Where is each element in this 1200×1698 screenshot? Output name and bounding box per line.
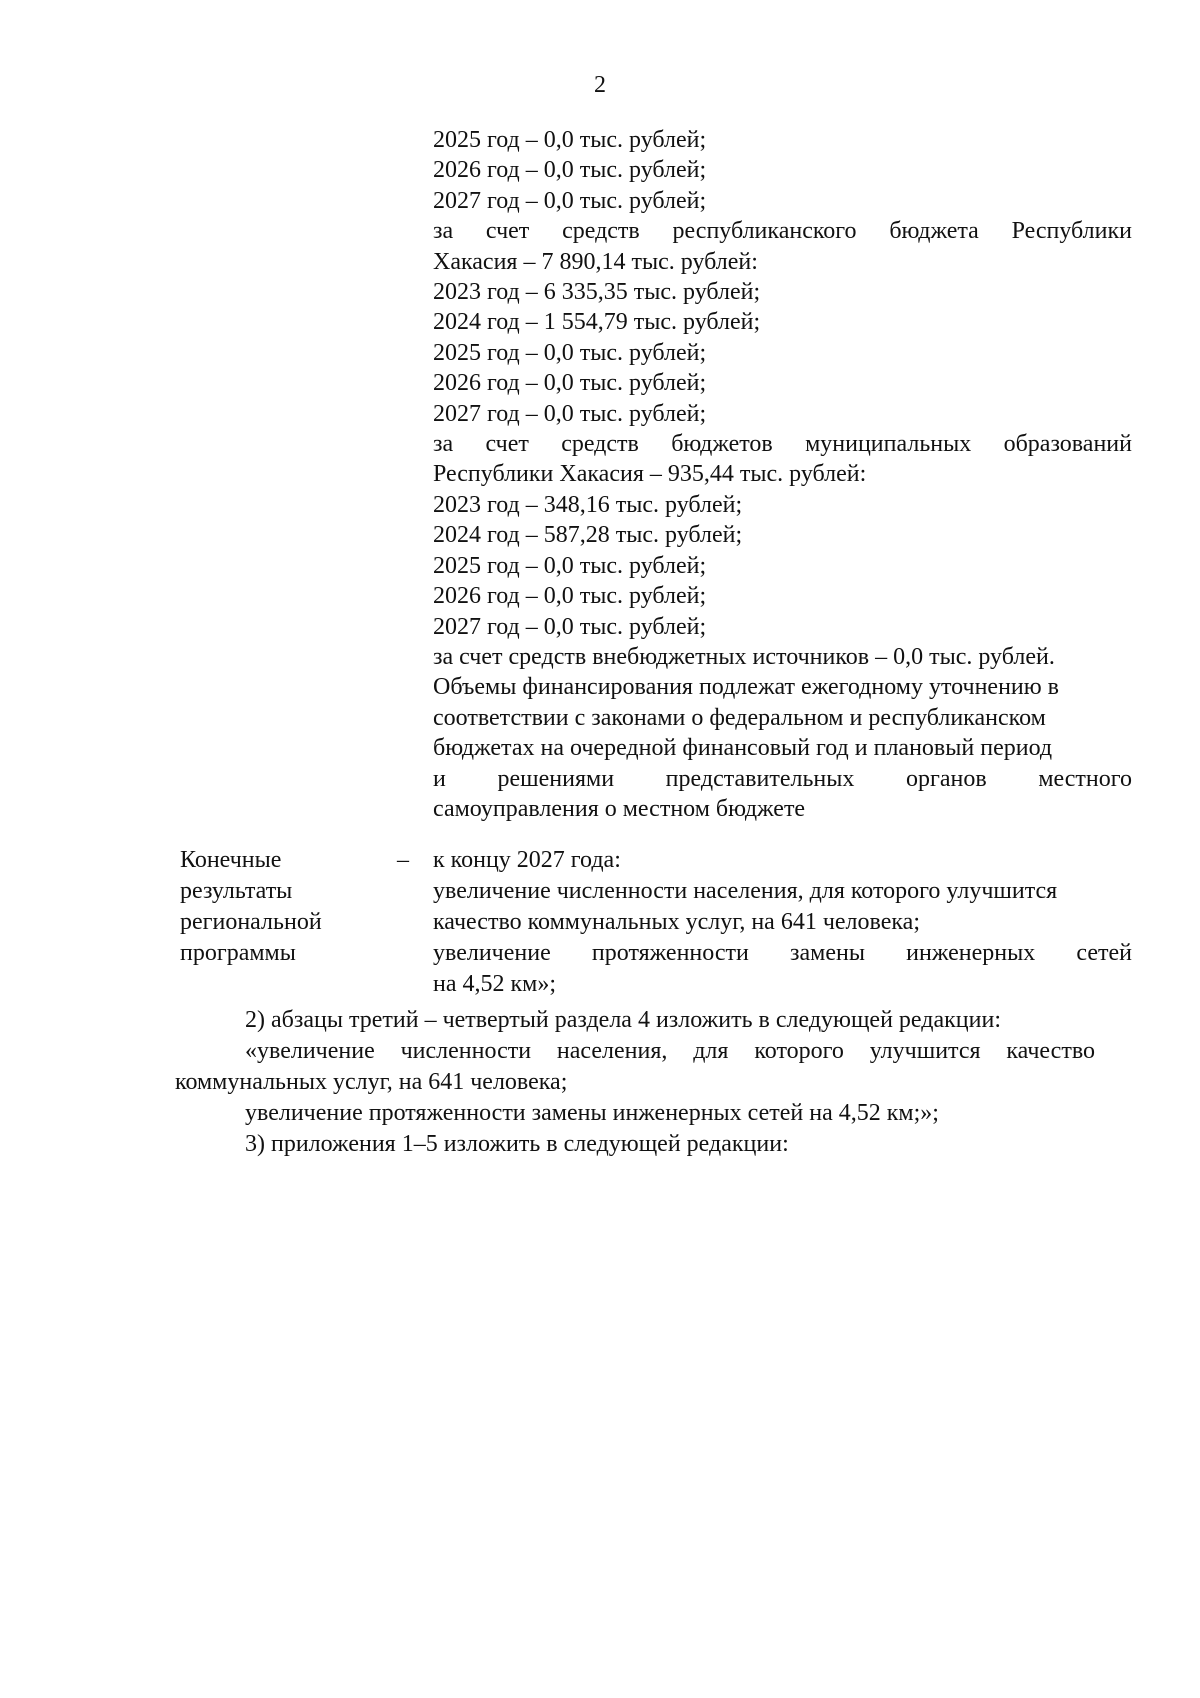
financing-note-line: бюджетах на очередной финансовый год и плановый период: [433, 735, 1053, 762]
financing-section: [433, 125, 1132, 824]
municipal-budget-year: 2025 год – 0,0 тыс. рублей;: [433, 552, 707, 579]
results-label-line: региональной: [180, 909, 322, 935]
results-label-line: Конечные: [180, 847, 282, 873]
republic-budget-year: 2024 год – 1 554,79 тыс. рублей;: [433, 309, 761, 336]
results-line: к концу 2027 года:: [433, 847, 621, 873]
municipal-budget-year: 2023 год – 348,16 тыс. рублей;: [433, 491, 743, 518]
municipal-budget-year: 2026 год – 0,0 тыс. рублей;: [433, 583, 707, 610]
amendment-quote-2: увеличение протяженности замены инженерных сетей на 4,52 км;»;: [245, 1100, 939, 1126]
republic-budget-year: 2027 год – 0,0 тыс. рублей;: [433, 400, 707, 427]
amendment-item-3: 3) приложения 1–5 изложить в следующей редакции:: [245, 1131, 789, 1157]
republic-budget-total: Хакасия – 7 890,14 тыс. рублей:: [433, 248, 758, 275]
results-dash: –: [397, 847, 409, 873]
financing-year-line: 2026 год – 0,0 тыс. рублей;: [433, 157, 707, 184]
municipal-budget-year: 2027 год – 0,0 тыс. рублей;: [433, 613, 707, 640]
results-line: увеличение протяженности замены инженерных сетей: [433, 940, 1132, 966]
financing-year-line: 2025 год – 0,0 тыс. рублей;: [433, 127, 707, 153]
financing-note-line: самоуправления о местном бюджете: [433, 795, 806, 822]
republic-budget-year: 2025 год – 0,0 тыс. рублей;: [433, 339, 707, 366]
financing-year-line: 2027 год – 0,0 тыс. рублей;: [433, 187, 707, 214]
municipal-budget-year: 2024 год – 587,28 тыс. рублей;: [433, 522, 743, 549]
republic-budget-heading: за счет средств республиканского бюджета Республики: [433, 218, 1132, 245]
results-line: увеличение численности населения, для которого улучшится: [433, 878, 1058, 904]
page-number: 2: [594, 72, 606, 98]
results-label-line: программы: [180, 940, 296, 966]
financing-note-line: и решениями представительных органов местного: [433, 765, 1132, 792]
amendment-item-2: 2) абзацы третий – четвертый раздела 4 изложить в следующей редакции:: [245, 1007, 1001, 1033]
results-text: [433, 845, 1132, 1000]
financing-note-line: соответствии с законами о федеральном и республиканском: [433, 704, 1046, 731]
republic-budget-year: 2023 год – 6 335,35 тыс. рублей;: [433, 279, 761, 306]
results-line: качество коммунальных услуг, на 641 человека;: [433, 909, 920, 935]
republic-budget-year: 2026 год – 0,0 тыс. рублей;: [433, 370, 707, 397]
financing-note-line: Объемы финансирования подлежат ежегодному уточнению в: [433, 674, 1060, 701]
results-line: на 4,52 км»;: [433, 971, 557, 997]
amendments-section: [175, 1005, 1095, 1160]
results-label: [180, 845, 360, 969]
municipal-budget-heading: за счет средств бюджетов муниципальных образований: [433, 431, 1132, 458]
municipal-budget-total: Республики Хакасия – 935,44 тыс. рублей:: [433, 461, 867, 488]
amendment-quote-1: «увеличение численности населения, для которого улучшится качество коммунальных услуг, на 641 человека;: [175, 1038, 1095, 1095]
results-label-line: результаты: [180, 878, 293, 904]
extrabudgetary-line: за счет средств внебюджетных источников – 0,0 тыс. рублей.: [433, 643, 1055, 670]
